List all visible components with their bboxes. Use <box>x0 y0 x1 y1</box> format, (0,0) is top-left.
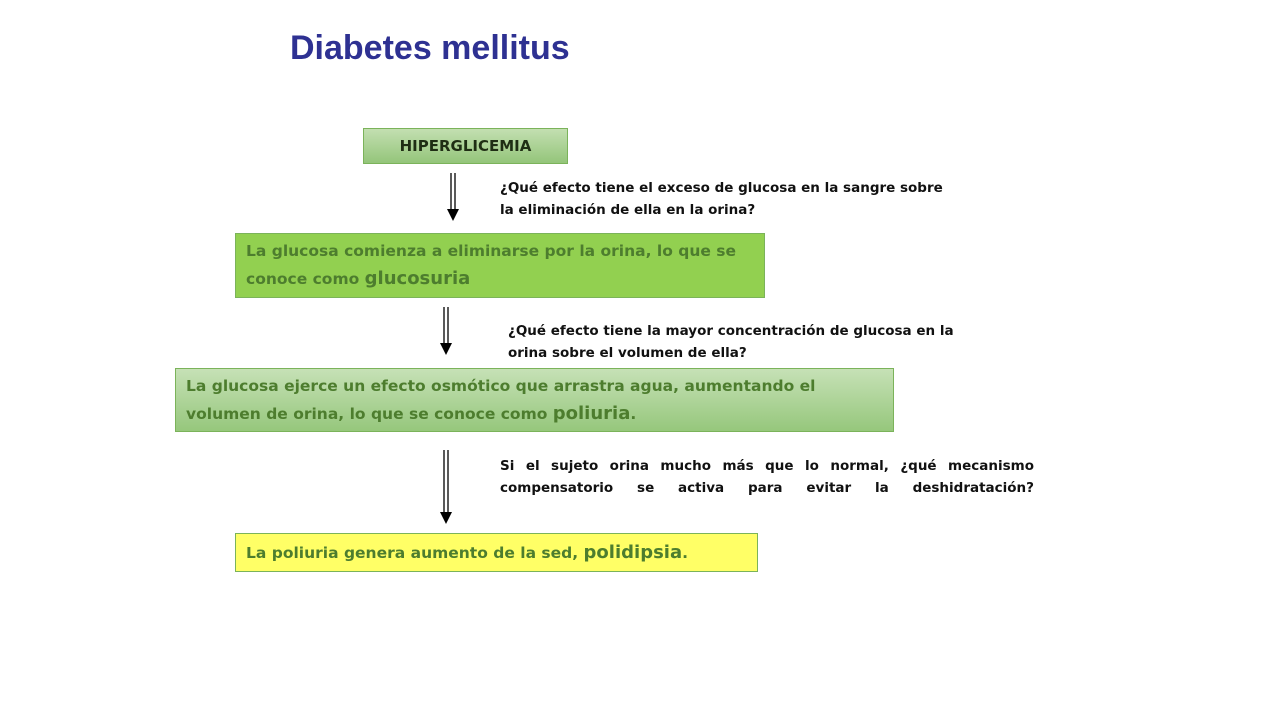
glucosuria-term: glucosuria <box>364 268 471 289</box>
down-arrow-icon <box>439 450 453 526</box>
polidipsia-text: La poliuria genera aumento de la sed, <box>246 544 584 562</box>
page-title: Diabetes mellitus <box>290 29 570 67</box>
glucosuria-text: La glucosa comienza a eliminarse por la orina, lo que se conoce como <box>246 242 737 288</box>
polidipsia-suffix: . <box>682 544 688 562</box>
down-arrow-icon <box>446 173 460 223</box>
polidipsia-box <box>235 533 758 572</box>
question-poliuria: ¿Qué efecto tiene la mayor concentración de glucosa en la orina sobre el volumen de ella? <box>508 323 954 361</box>
poliuria-suffix: . <box>630 405 637 423</box>
question-glucosuria: ¿Qué efecto tiene el exceso de glucosa en la sangre sobre la eliminación de ella en la orina? <box>500 180 943 218</box>
question-polidipsia: Si el sujeto orina mucho más que lo normal, ¿qué mecanismo compensatorio se activa para evitar la deshidratación? <box>500 458 1034 496</box>
hiperglicemia-label: HIPERGLICEMIA <box>399 137 532 155</box>
hiperglicemia-box <box>363 128 568 164</box>
polidipsia-term: polidipsia <box>583 542 683 563</box>
poliuria-box <box>175 368 894 432</box>
poliuria-text: La glucosa ejerce un efecto osmótico que arrastra agua, aumentando el volumen de orina, lo que se conoce como <box>186 377 816 423</box>
glucosuria-box <box>235 233 765 298</box>
poliuria-term: poliuria <box>552 403 631 424</box>
down-arrow-icon <box>439 307 453 357</box>
